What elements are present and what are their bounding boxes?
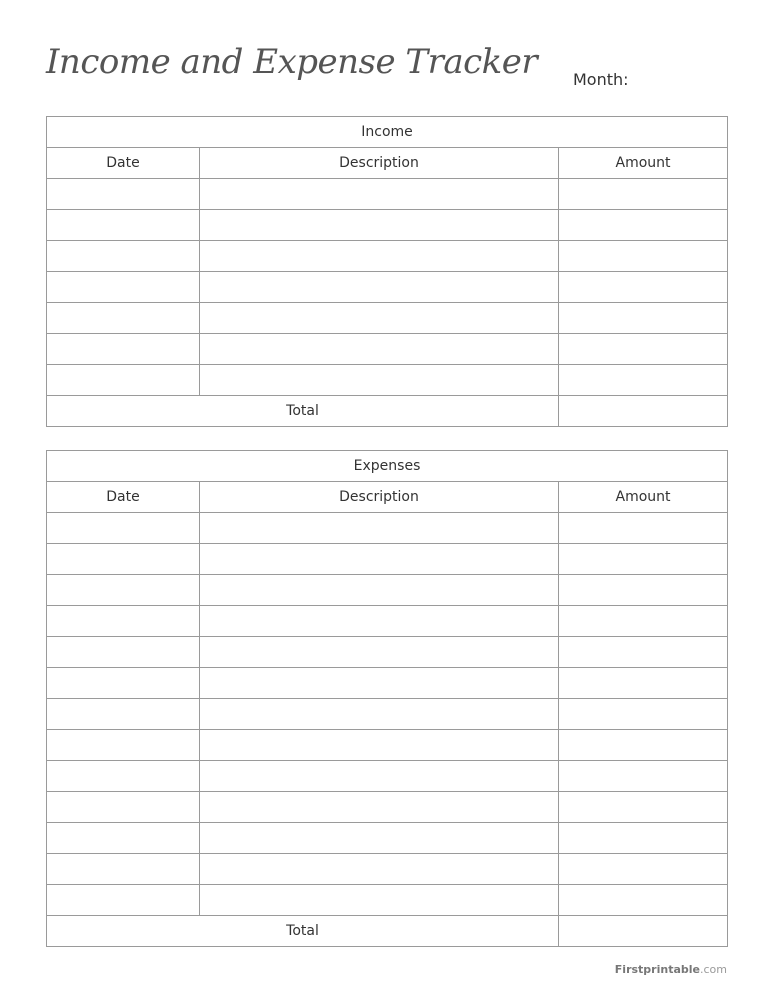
table-row [47,544,728,575]
expenses-description-header: Description [200,482,559,513]
description-cell[interactable] [200,606,559,637]
expenses-total-label: Total [47,916,559,947]
amount-cell[interactable] [559,699,728,730]
table-row [47,668,728,699]
description-cell[interactable] [200,365,559,396]
amount-cell[interactable] [559,210,728,241]
date-cell[interactable] [47,637,200,668]
amount-cell[interactable] [559,730,728,761]
description-cell[interactable] [200,544,559,575]
description-cell[interactable] [200,637,559,668]
amount-cell[interactable] [559,668,728,699]
description-cell[interactable] [200,792,559,823]
date-cell[interactable] [47,575,200,606]
income-description-header: Description [200,148,559,179]
date-cell[interactable] [47,792,200,823]
amount-cell[interactable] [559,272,728,303]
date-cell[interactable] [47,823,200,854]
amount-cell[interactable] [559,761,728,792]
description-cell[interactable] [200,179,559,210]
date-cell[interactable] [47,365,200,396]
table-row [47,730,728,761]
table-row [47,637,728,668]
table-row [47,513,728,544]
table-row [47,606,728,637]
date-cell[interactable] [47,241,200,272]
page-title: Income and Expense Tracker [46,42,538,82]
expenses-total-row [47,916,728,947]
table-row [47,699,728,730]
description-cell[interactable] [200,334,559,365]
description-cell[interactable] [200,730,559,761]
amount-cell[interactable] [559,544,728,575]
date-cell[interactable] [47,179,200,210]
description-cell[interactable] [200,699,559,730]
income-date-header: Date [47,148,200,179]
income-total-label: Total [47,396,559,427]
table-row [47,303,728,334]
table-row [47,885,728,916]
income-header-row [47,148,728,179]
date-cell[interactable] [47,544,200,575]
amount-cell[interactable] [559,885,728,916]
footer-brand-name: Firstprintable [614,963,700,976]
table-row [47,241,728,272]
date-cell[interactable] [47,210,200,241]
date-cell[interactable] [47,854,200,885]
description-cell[interactable] [200,241,559,272]
amount-cell[interactable] [559,179,728,210]
description-cell[interactable] [200,303,559,334]
date-cell[interactable] [47,885,200,916]
expenses-amount-header: Amount [559,482,728,513]
description-cell[interactable] [200,513,559,544]
date-cell[interactable] [47,668,200,699]
amount-cell[interactable] [559,823,728,854]
description-cell[interactable] [200,885,559,916]
description-cell[interactable] [200,272,559,303]
month-label: Month: [573,70,629,89]
table-row [47,823,728,854]
amount-cell[interactable] [559,365,728,396]
amount-cell[interactable] [559,792,728,823]
table-row [47,334,728,365]
income-amount-header: Amount [559,148,728,179]
date-cell[interactable] [47,334,200,365]
description-cell[interactable] [200,575,559,606]
date-cell[interactable] [47,699,200,730]
income-heading: Income [47,117,728,148]
table-row [47,761,728,792]
description-cell[interactable] [200,761,559,792]
income-table [46,116,728,427]
expenses-date-header: Date [47,482,200,513]
date-cell[interactable] [47,272,200,303]
amount-cell[interactable] [559,637,728,668]
footer-brand [615,963,727,976]
amount-cell[interactable] [559,241,728,272]
description-cell[interactable] [200,210,559,241]
table-row [47,365,728,396]
income-total-row [47,396,728,427]
amount-cell[interactable] [559,303,728,334]
date-cell[interactable] [47,513,200,544]
footer-brand-suffix: .com [700,963,727,976]
table-row [47,792,728,823]
expenses-table [46,450,728,947]
date-cell[interactable] [47,606,200,637]
description-cell[interactable] [200,823,559,854]
amount-cell[interactable] [559,854,728,885]
expenses-heading: Expenses [47,451,728,482]
table-row [47,179,728,210]
date-cell[interactable] [47,761,200,792]
table-row [47,854,728,885]
amount-cell[interactable] [559,513,728,544]
description-cell[interactable] [200,668,559,699]
amount-cell[interactable] [559,606,728,637]
expenses-total-amount-cell[interactable] [559,916,728,947]
amount-cell[interactable] [559,334,728,365]
date-cell[interactable] [47,730,200,761]
amount-cell[interactable] [559,575,728,606]
table-row [47,575,728,606]
description-cell[interactable] [200,854,559,885]
income-total-amount-cell[interactable] [559,396,728,427]
table-row [47,210,728,241]
table-row [47,272,728,303]
expenses-header-row [47,482,728,513]
date-cell[interactable] [47,303,200,334]
